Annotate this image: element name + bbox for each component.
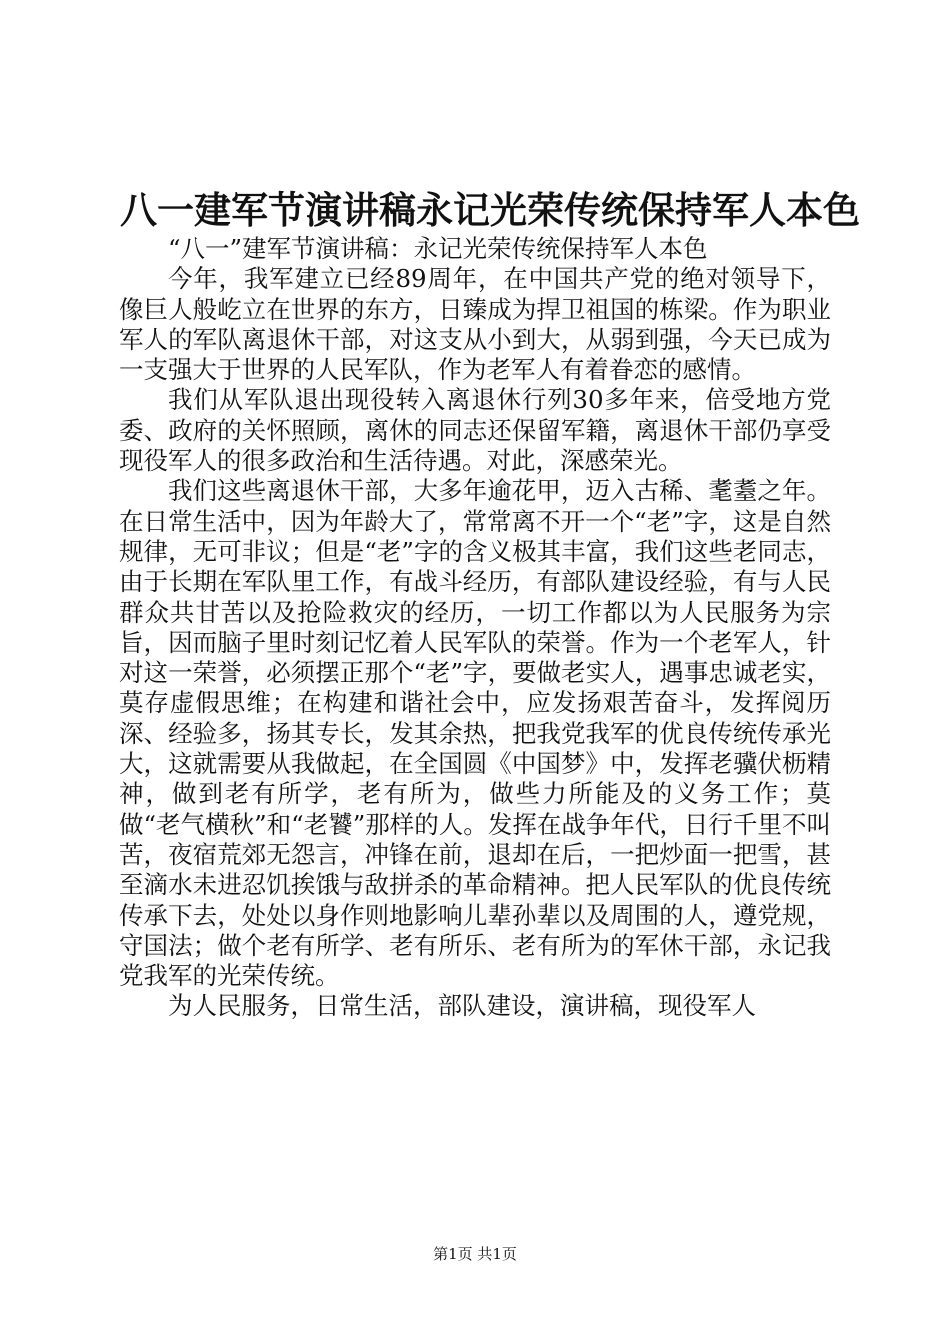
paragraph-2: 我们从军队退出现役转入离退休行列30多年来，倍受地方党委、政府的关怀照顾，离休的同志还保留军籍，离退休干部仍享受现役军人的很多政治和生活待遇。对此，深感荣光。 <box>119 385 831 476</box>
paragraph-3: 我们这些离退休干部，大多年逾花甲，迈入古稀、耄耋之年。在日常生活中，因为年龄大了，常常离不开一个“老”字，这是自然规律，无可非议；但是“老”字的含义极其丰富，我们这些老同志，由于长期在军队里工作，有战斗经历，有部队建设经验，有与人民群众共甘苦以及抢险救灾的经历，一切工作都以为人民服务为宗旨，因而脑子里时刻记忆着人民军队的荣誉。作为一个老军人，针对这一荣誉，必须摆正那个“老”字，要做老实人，遇事忠诚老实，莫存虚假思维；在构建和谐社会中，应发扬艰苦奋斗，发挥阅历深、经验多，扬其专长，发其余热，把我党我军的优良传统传承光大，这就需要从我做起，在全国圆《中国梦》中，发挥老骥伏枥精神，做到老有所学，老有所为，做些力所能及的义务工作；莫做“老气横秋”和“老饕”那样的人。发挥在战争年代，日行千里不叫苦，夜宿荒郊无怨言，冲锋在前，退却在后，一把炒面一把雪，甚至滴水未进忍饥挨饿与敌拼杀的革命精神。把人民军队的优良传统传承下去，处处以身作则地影响儿辈孙辈以及周围的人，遵党规，守国法；做个老有所学、老有所乐、老有所为的军休干部，永记我党我军的光荣传统。 <box>119 476 831 991</box>
document-body <box>119 234 831 1022</box>
paragraph-subtitle: “八一”建军节演讲稿：永记光荣传统保持军人本色 <box>168 234 708 263</box>
document-title: 八一建军节演讲稿永记光荣传统保持军人本色 <box>120 188 860 232</box>
page-number-footer: 第1页 共1页 <box>433 1245 517 1263</box>
paragraph-1: 今年，我军建立已经89周年，在中国共产党的绝对领导下，像巨人般屹立在世界的东方，日臻成为捍卫祖国的栋梁。作为职业军人的军队离退休干部，对这支从小到大，从弱到强，今天已成为一支强大于世界的人民军队，作为老军人有着眷恋的感情。 <box>119 264 831 385</box>
paragraph-keywords: 为人民服务，日常生活，部队建设，演讲稿，现役军人 <box>168 991 756 1021</box>
